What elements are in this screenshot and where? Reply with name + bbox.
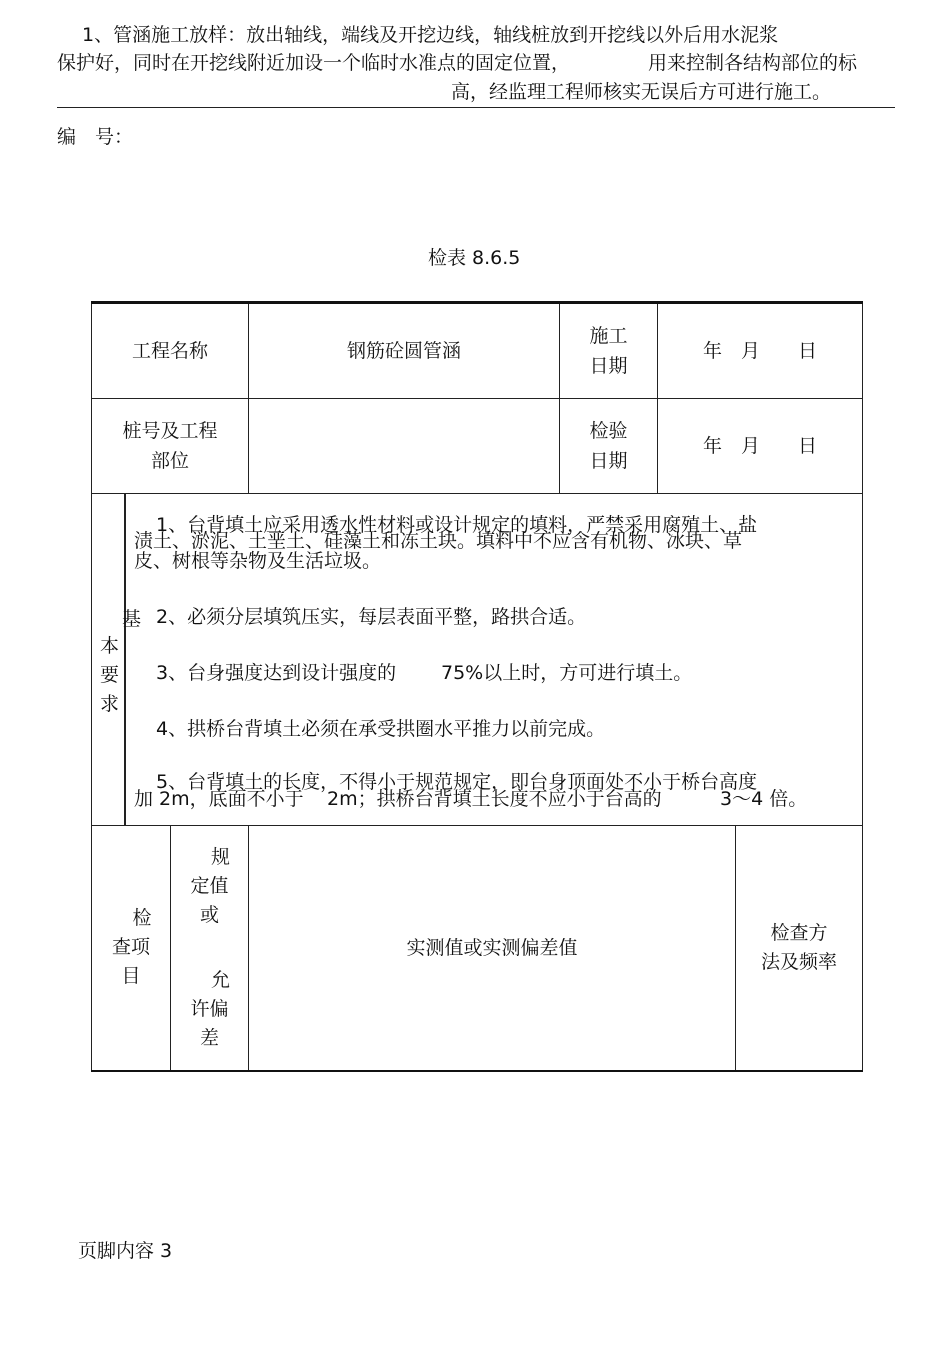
construction-date-label-line-2: 日期 [589, 355, 628, 377]
inspection-item-header [92, 826, 171, 1071]
intro-line-2b: 用来控制各结构部位的标 [648, 52, 858, 74]
spec-value-header-line-1: 规 [211, 845, 231, 868]
table-caption: 检表 8.6.5 [428, 247, 521, 269]
project-row [92, 303, 863, 399]
inspection-date-label [560, 399, 658, 494]
inspection-form-table [91, 301, 863, 1072]
requirement-3a: 3、台身强度达到设计强度的 [156, 662, 397, 684]
construction-date-label-line-1: 施工 [589, 325, 628, 347]
construction-date-label [560, 303, 658, 399]
serial-number-label: 编 号： [57, 126, 134, 148]
stake-label [92, 399, 249, 494]
inspection-item-header-line-2: 查项 [111, 936, 150, 959]
requirements-divider [124, 494, 126, 825]
requirement-1-line-3: 皮、树根等杂物及生活垃圾。 [134, 550, 382, 572]
construction-date-value: 年 月 日 [658, 303, 863, 399]
inspection-method-header-line-2: 法及频率 [761, 950, 838, 973]
requirements-label-char-1: 基 [122, 608, 142, 630]
requirement-1-line-1: 1、台背填土应采用透水性材料或设计规定的填料，严禁采用腐殖土、盐 [156, 514, 758, 536]
requirement-5-line-2c: 3～4 倍。 [720, 788, 808, 810]
requirement-5-line-2b: 2m；拱桥台背填土长度不应小于台高的 [327, 788, 662, 810]
requirements-label-char-3: 要 [100, 664, 120, 686]
requirement-5-line-1: 5、台背填土的长度，不得小于规范规定，即台身顶面处不小于桥台高度 [156, 771, 758, 793]
inspection-header-row [92, 826, 863, 1071]
stake-label-line-1: 桩号及工程 [122, 420, 218, 442]
spec-value-header-line-5: 许偏 [190, 997, 229, 1020]
stake-value [249, 399, 560, 494]
spec-value-header-line-2: 定值 [190, 874, 229, 897]
inspection-date-label-line-2: 日期 [589, 450, 628, 472]
spec-value-header-line-3: 或 [200, 903, 220, 926]
project-name-value: 钢筋砼圆管涵 [249, 303, 560, 399]
page-footer: 页脚内容 3 [78, 1240, 173, 1262]
intro-line-2a: 保护好，同时在开挖线附近加设一个临时水准点的固定位置， [57, 52, 571, 74]
inspection-item-header-line-3: 目 [121, 965, 141, 988]
inspection-date-label-line-1: 检验 [589, 420, 628, 442]
spec-value-header-line-4: 允 [211, 968, 231, 991]
inspection-date-value: 年 月 日 [658, 399, 863, 494]
requirements-row [92, 494, 863, 826]
requirement-3b: 75%以上时，方可进行填土。 [441, 662, 693, 684]
header-divider [57, 107, 895, 108]
requirement-1-line-2: 渍土、淤泥、土垩土、硅藻土和冻土块。填料中不应含有机物、冰块、草 [134, 530, 743, 552]
stake-label-line-2: 部位 [151, 450, 190, 472]
intro-line-1: 1、管涵施工放样：放出轴线，端线及开挖边线，轴线桩放到开挖线以外后用水泥浆 [82, 24, 779, 46]
requirements-cell [92, 494, 863, 826]
inspection-item-header-line-1: 检 [132, 907, 152, 930]
inspection-method-header [736, 826, 863, 1071]
spec-value-header-line-6: 差 [200, 1026, 220, 1049]
requirement-5-line-2a: 加 2m，底面不小于 [134, 788, 304, 810]
requirements-label-char-2: 本 [100, 635, 120, 657]
stake-row [92, 399, 863, 494]
spec-value-header [171, 826, 249, 1071]
requirement-2: 2、必须分层填筑压实，每层表面平整，路拱合适。 [156, 606, 587, 628]
requirements-label-char-4: 求 [100, 693, 120, 715]
intro-line-3: 高，经监理工程师核实无误后方可进行施工。 [451, 81, 832, 103]
requirement-4: 4、拱桥台背填土必须在承受拱圈水平推力以前完成。 [156, 718, 606, 740]
measured-value-header: 实测值或实测偏差值 [249, 826, 736, 1071]
inspection-method-header-line-1: 检查方 [770, 921, 828, 944]
project-name-label: 工程名称 [92, 303, 249, 399]
